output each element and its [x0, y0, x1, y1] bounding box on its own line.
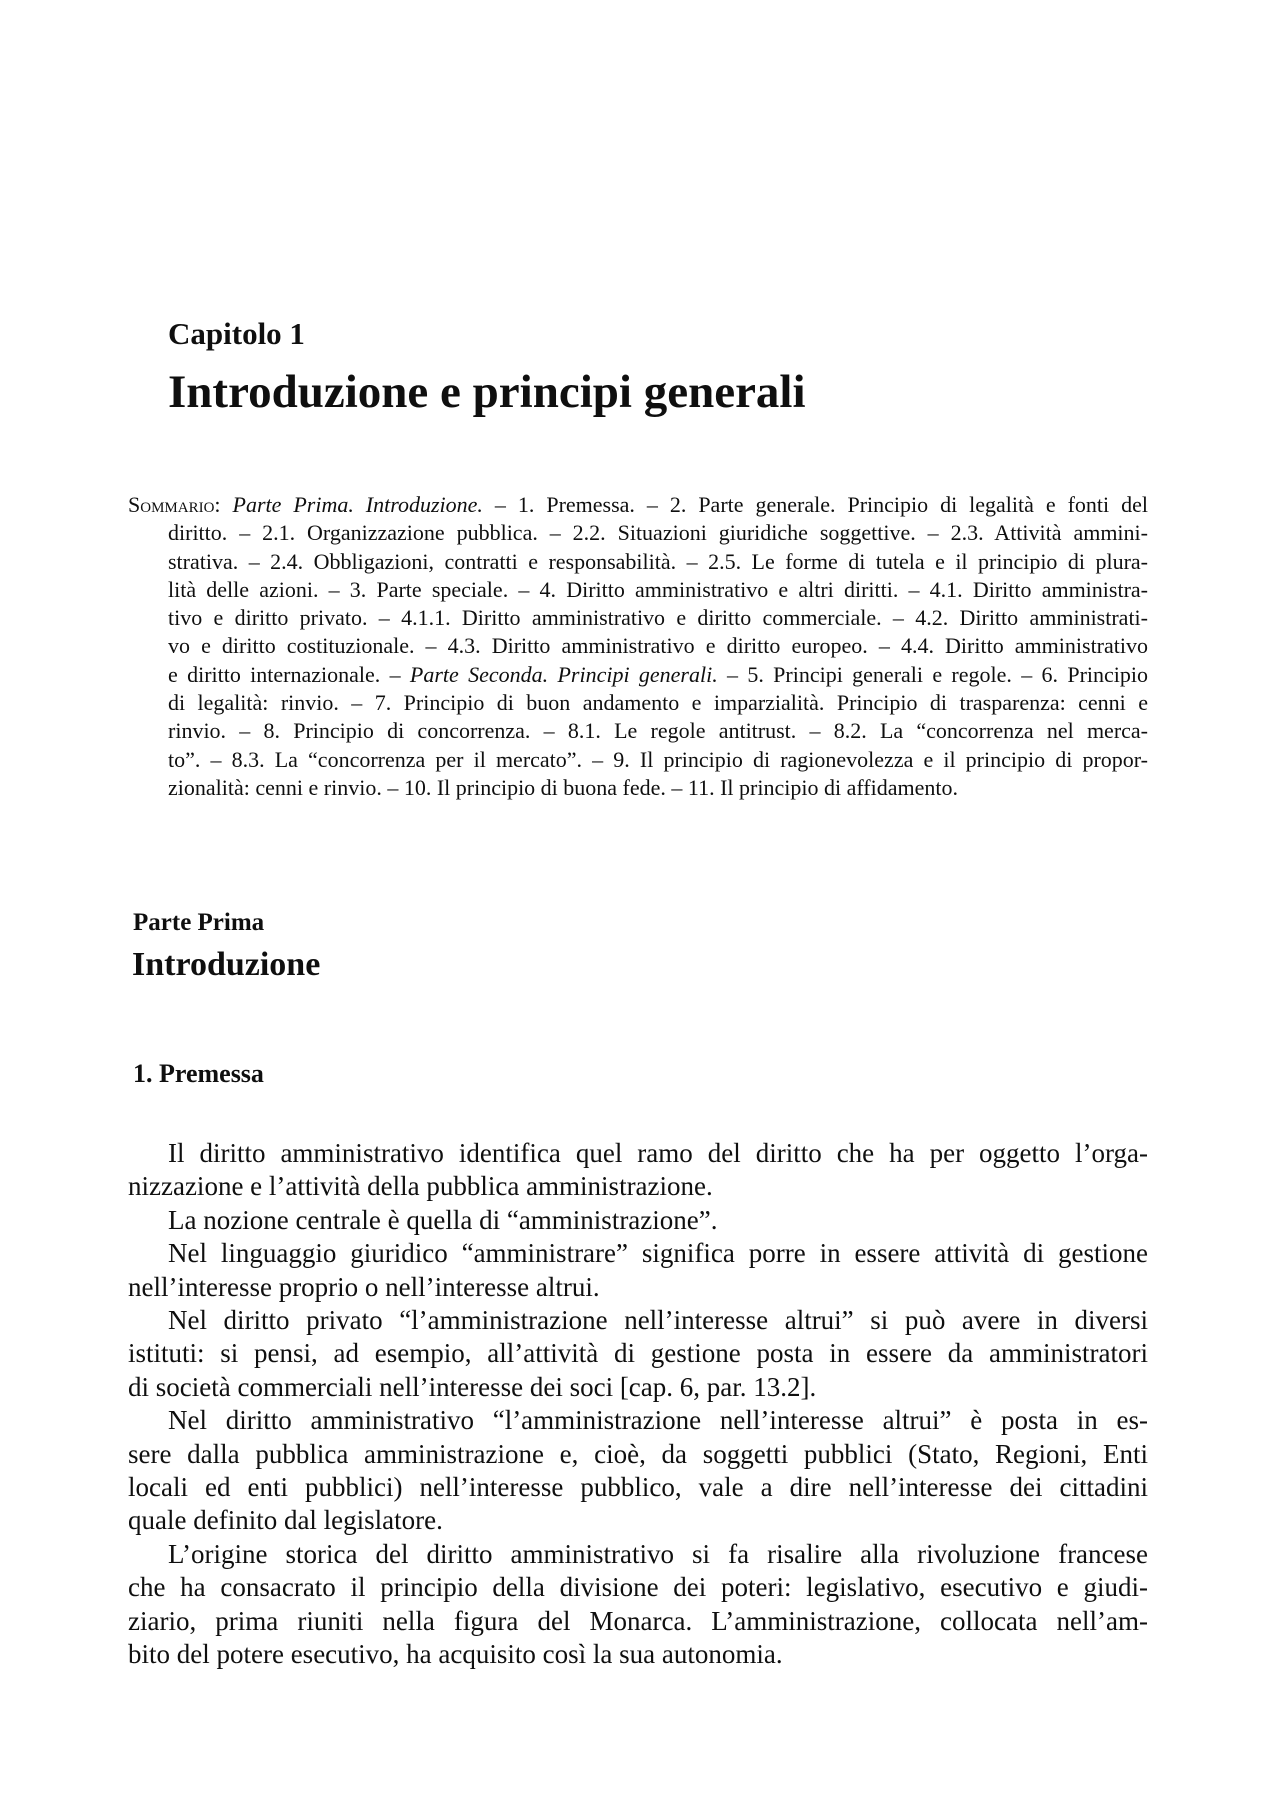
- chapter-label: Capitolo 1: [168, 316, 305, 351]
- sommario-line: [128, 632, 1148, 660]
- sommario-text: strativa. – 2.4. Obbligazioni, contratti e responsabilità. – 2.5. Le forme di tutela e il principio di plura-: [168, 548, 1148, 574]
- section-heading: 1. Premessa: [133, 1059, 264, 1088]
- part-label: Parte Prima: [133, 909, 265, 936]
- sommario-text: e diritto internazionale. –: [168, 661, 410, 687]
- sommario-line: [128, 519, 1148, 547]
- sommario-text: to”. – 8.3. La “concorrenza per il mercato”. – 9. Il principio di ragionevolezza e il principio di propor-: [168, 746, 1148, 772]
- body-line: che ha consacrato il principio della divisione dei poteri: legislativo, esecutivo e giudi-: [128, 1572, 1148, 1603]
- sommario-line: [128, 717, 1148, 745]
- sommario-text: zionalità: cenni e rinvio. – 10. Il principio di buona fede. – 11. Il principio di affidamento.: [168, 774, 958, 800]
- body-text: [128, 1137, 1148, 1672]
- body-line: nizzazione e l’attività della pubblica amministrazione.: [128, 1171, 713, 1202]
- body-line: Nel diritto amministrativo “l’amministrazione nell’interesse altrui” è posta in es-: [168, 1405, 1148, 1436]
- body-line: istituti: si pensi, ad esempio, all’attività di gestione posta in essere da amministratori: [128, 1338, 1148, 1369]
- sommario-text: tivo e diritto privato. – 4.1.1. Diritto amministrativo e diritto commerciale. – 4.2. Diritto amministrati-: [168, 605, 1148, 631]
- sommario-part-ref: Parte Seconda. Principi generali.: [409, 661, 718, 687]
- body-line: sere dalla pubblica amministrazione e, cioè, da soggetti pubblici (Stato, Regioni, Enti: [128, 1438, 1148, 1469]
- sommario-text: – 5. Principi generali e regole. – 6. Principio: [717, 661, 1149, 687]
- sommario-line: [128, 604, 1148, 632]
- sommario-line: [128, 774, 1148, 802]
- sommario-line: [128, 661, 1148, 689]
- sommario-text: di legalità: rinvio. – 7. Principio di buon andamento e imparzialità. Principio di trasparenza: cenni e: [168, 690, 1148, 716]
- sommario-line: [128, 548, 1148, 576]
- chapter-title: Introduzione e principi generali: [168, 366, 806, 418]
- body-line: di società commerciali nell’interesse dei soci [cap. 6, par. 13.2].: [128, 1371, 817, 1402]
- body-line: Nel linguaggio giuridico “amministrare” significa porre in essere attività di gestione: [168, 1238, 1148, 1269]
- sommario-label: Sommario:: [128, 492, 233, 517]
- body-line: nell’interesse proprio o nell’interesse altrui.: [128, 1271, 600, 1302]
- body-line: locali ed enti pubblici) nell’interesse pubblico, vale a dire nell’interesse dei cittadini: [128, 1472, 1148, 1503]
- body-line: quale definito dal legislatore.: [128, 1505, 443, 1536]
- sommario-text: vo e diritto costituzionale. – 4.3. Diritto amministrativo e diritto europeo. – 4.4. Diritto amministrativo: [168, 633, 1148, 659]
- body-line: bito del potere esecutivo, ha acquisito così la sua autonomia.: [128, 1639, 783, 1670]
- part-title: Introduzione: [132, 946, 321, 983]
- sommario-part-ref: Parte Prima. Introduzione.: [232, 492, 483, 517]
- body-line: Nel diritto privato “l’amministrazione nell’interesse altrui” si può avere in diversi: [168, 1305, 1148, 1336]
- sommario-text: – 1. Premessa. – 2. Parte generale. Principio di legalità e fonti del: [482, 492, 1148, 517]
- body-line: L’origine storica del diritto amministrativo si fa risalire alla rivoluzione francese: [168, 1538, 1148, 1569]
- body-line: La nozione centrale è quella di “amministrazione”.: [168, 1204, 718, 1235]
- sommario-text: rinvio. – 8. Principio di concorrenza. – 8.1. Le regole antitrust. – 8.2. La “concorrenza nel merca-: [168, 718, 1148, 744]
- sommario-line: [128, 576, 1148, 604]
- sommario-line: [128, 689, 1148, 717]
- sommario-text: lità delle azioni. – 3. Parte speciale. – 4. Diritto amministrativo e altri diritti. – 4.1. Diritto amministra-: [168, 576, 1148, 602]
- sommario-text: diritto. – 2.1. Organizzazione pubblica. – 2.2. Situazioni giuridiche soggettive. – 2.3. Attività ammini-: [168, 520, 1148, 546]
- body-line: Il diritto amministrativo identifica quel ramo del diritto che ha per oggetto l’orga-: [168, 1138, 1148, 1168]
- sommario-block: [128, 491, 1148, 802]
- sommario-line: [128, 491, 1148, 519]
- body-line: ziario, prima riuniti nella figura del Monarca. L’amministrazione, collocata nell’am-: [128, 1605, 1148, 1636]
- sommario-line: [128, 746, 1148, 774]
